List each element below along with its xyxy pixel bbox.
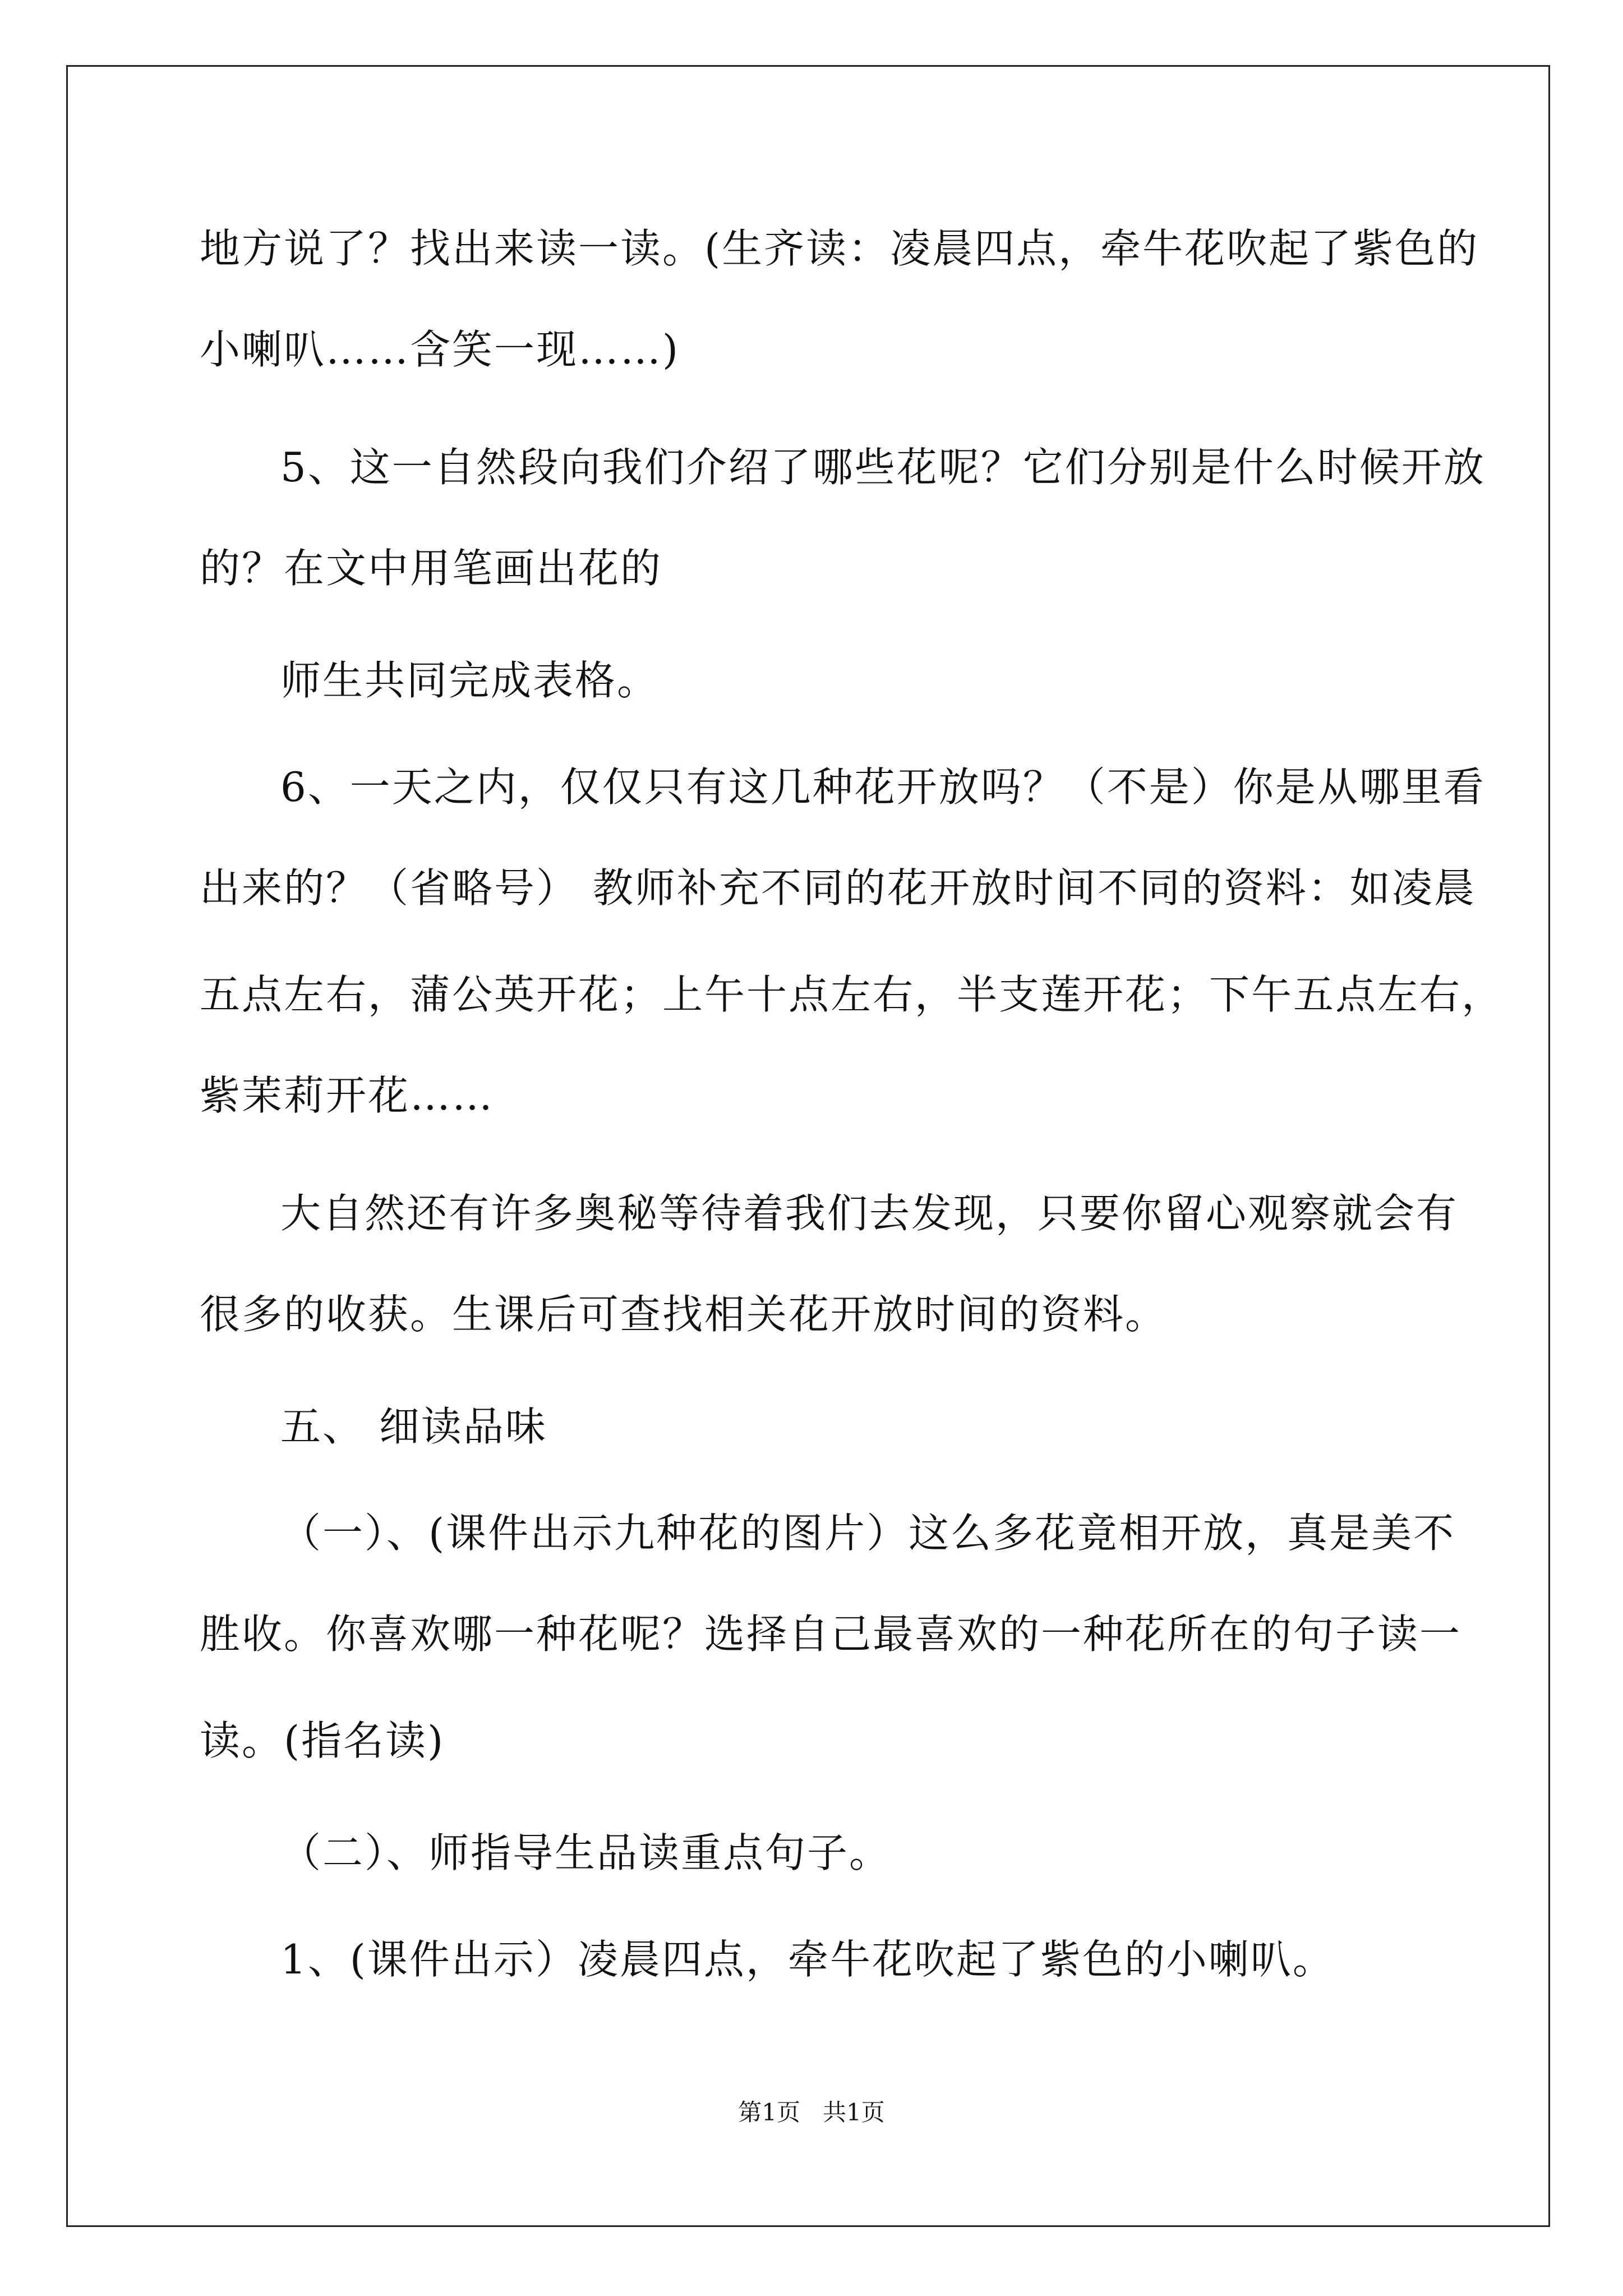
page-border: [66, 65, 1550, 2227]
text-line: 大自然还有许多奥秘等待着我们去发现，只要你留心观察就会有: [280, 1190, 1459, 1237]
text-line: 紫茉莉开花……: [200, 1072, 495, 1119]
text-line: 6、一天之内，仅仅只有这几种花开放吗？（不是）你是从哪里看: [280, 763, 1486, 811]
text-line: 胜收。你喜欢哪一种花呢？选择自己最喜欢的一种花所在的句子读一: [200, 1611, 1462, 1658]
text-line: 地方说了？找出来读一读。(生齐读：凌晨四点，牵牛花吹起了紫色的: [200, 225, 1479, 272]
text-line: 小喇叭……含笑一现……): [200, 326, 680, 373]
text-line: 5、这一自然段向我们介绍了哪些花呢？它们分别是什么时候开放: [280, 444, 1486, 491]
text-line: 读。(指名读): [200, 1717, 445, 1764]
text-line: 1、(课件出示）凌晨四点，牵牛花吹起了紫色的小喇叭。: [280, 1936, 1335, 1983]
page-footer: [0, 2097, 1623, 2128]
text-line: 很多的收获。生课后可查找相关花开放时间的资料。: [200, 1291, 1168, 1338]
section-heading: 五、 细读品味: [280, 1403, 547, 1450]
page-number: 第1页: [738, 2099, 800, 2126]
page-total: 共1页: [823, 2099, 885, 2126]
text-line: 出来的？（省略号） 教师补充不同的花开放时间不同的资料：如凌晨: [200, 864, 1476, 912]
text-line: （一）、(课件出示九种花的图片）这么多花竟相开放，真是美不: [280, 1510, 1456, 1557]
text-line: （二）、师指导生品读重点句子。: [280, 1829, 892, 1876]
text-line: 的？在文中用笔画出花的: [200, 545, 663, 592]
text-line: 五点左右，蒲公英开花；上午十点左右，半支莲开花；下午五点左右，: [200, 971, 1504, 1018]
text-line: 师生共同完成表格。: [280, 657, 660, 704]
